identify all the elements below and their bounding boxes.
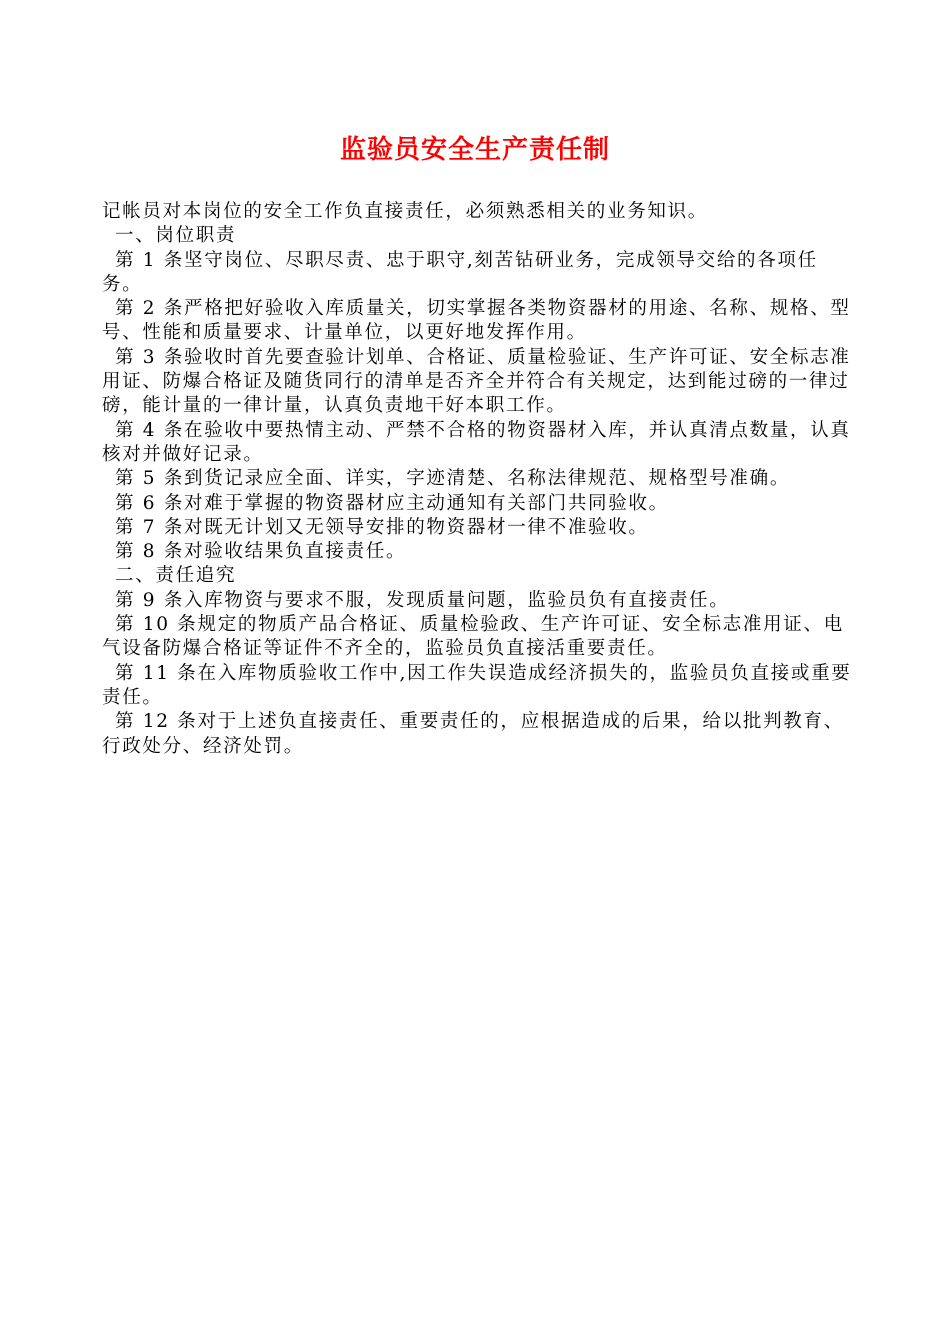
article-12: 第 12 条对于上述负直接责任、重要责任的，应根据造成的后果，给以批判教育、行政处分、经济处罚。	[102, 711, 844, 757]
document-title: 监验员安全生产责任制	[339, 135, 610, 165]
article-10: 第 10 条规定的物质产品合格证、质量检验政、生产许可证、安全标志准用证、电气设备防爆合格证等证件不齐全的，监验员负直接活重要责任。	[102, 614, 844, 660]
document-body	[102, 200, 854, 759]
article-3: 第 3 条验收时首先要查验计划单、合格证、质量检验证、生产许可证、安全标志准用证、防爆合格证及随货同行的清单是否齐全并符合有关规定，达到能过磅的一律过磅，能计量的一律计量，认真负责地干好本职工作。	[102, 346, 851, 417]
article-4: 第 4 条在验收中要热情主动、严禁不合格的物资器材入库，并认真清点数量，认真核对并做好记录。	[102, 419, 851, 465]
article-7: 第 7 条对既无计划又无领导安排的物资器材一律不准验收。	[115, 516, 649, 538]
article-11: 第 11 条在入库物质验收工作中,因工作失误造成经济损失的，监验员负直接或重要责任。	[102, 662, 852, 708]
article-1: 第 1 条坚守岗位、尽职尽责、忠于职守,刻苦钻研业务，完成领导交给的各项任务。	[102, 249, 818, 295]
intro-paragraph: 记帐员对本岗位的安全工作负直接责任，必须熟悉相关的业务知识。	[102, 201, 709, 222]
section-heading-accountability: 二、责任追究	[115, 565, 237, 587]
article-8: 第 8 条对验收结果负直接责任。	[115, 541, 407, 563]
section-heading-duties: 一、岗位职责	[115, 225, 237, 247]
article-9: 第 9 条入库物资与要求不服，发现质量问题，监验员负有直接责任。	[115, 589, 730, 611]
article-6: 第 6 条对难于掌握的物资器材应主动通知有关部门共同验收。	[115, 492, 669, 514]
article-2: 第 2 条严格把好验收入库质量关，切实掌握各类物资器材的用途、名称、规格、型号、性能和质量要求、计量单位，以更好地发挥作用。	[102, 298, 851, 344]
article-5: 第 5 条到货记录应全面、详实，字迹清楚、名称法律规范、规格型号准确。	[115, 468, 791, 490]
